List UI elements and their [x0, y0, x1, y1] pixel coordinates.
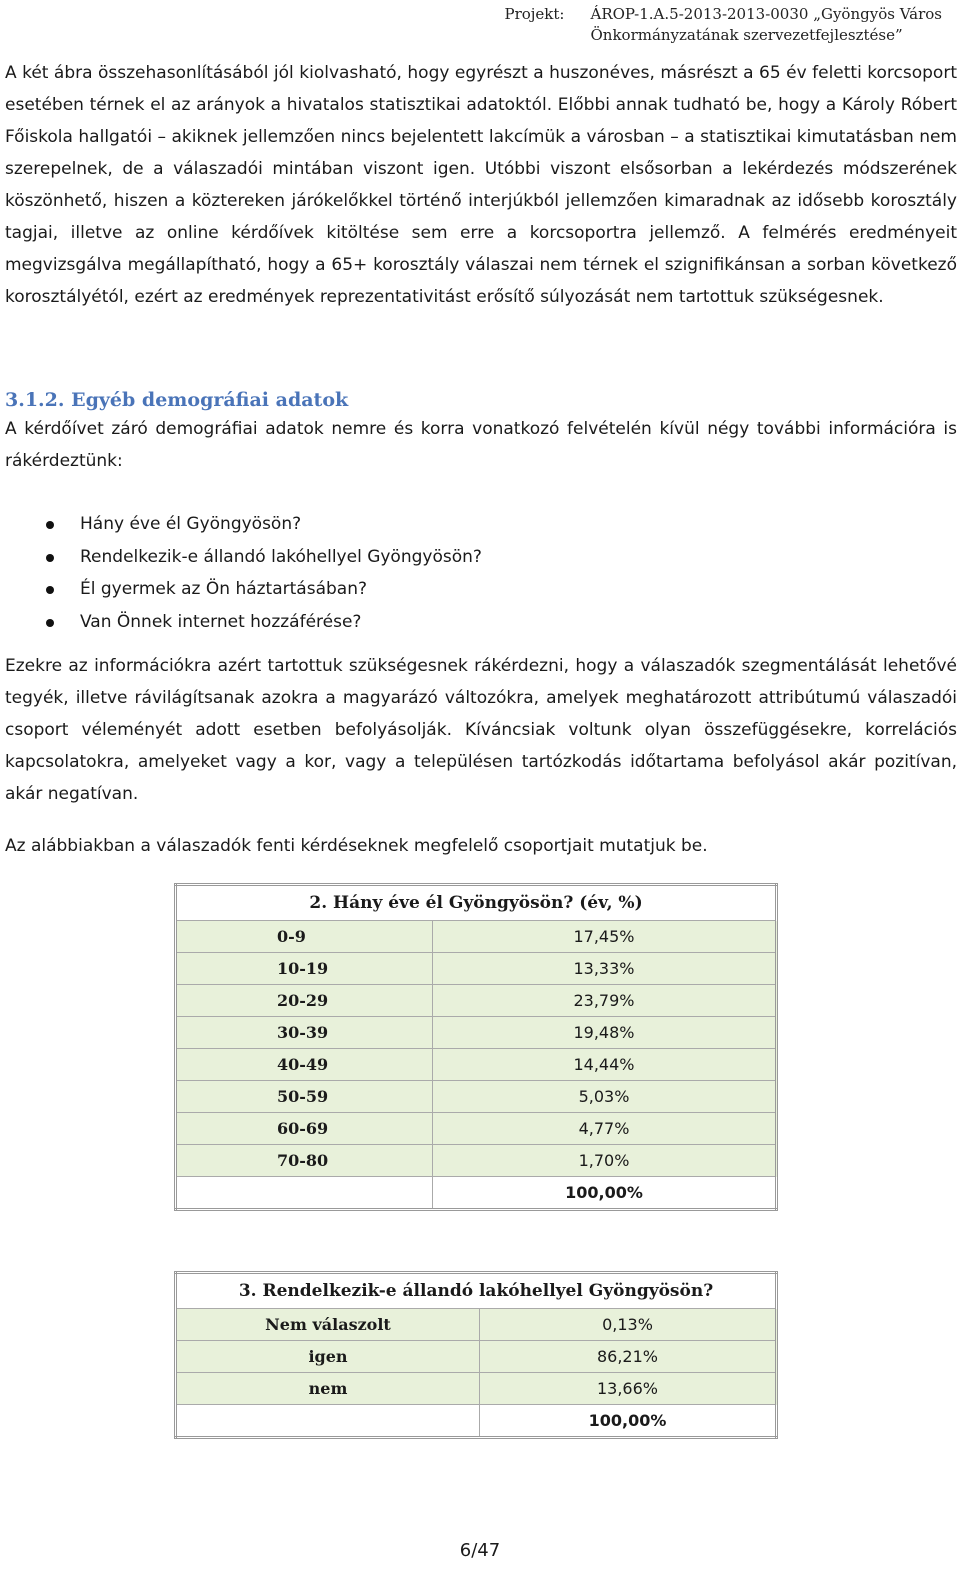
table-row: 0-9 17,45%	[176, 921, 777, 953]
section-heading: 3.1.2. Egyéb demográfiai adatok	[5, 389, 349, 411]
table-row: 10-19 13,33%	[176, 953, 777, 985]
list-item: Van Önnek internet hozzáférése?	[0, 606, 482, 639]
table-row: 60-69 4,77%	[176, 1113, 777, 1145]
table-row: 20-29 23,79%	[176, 985, 777, 1017]
paragraph-reasoning: Ezekre az információkra azért tartottuk szükségesnek rákérdezni, hogy a válaszadók szegmentálását lehetővé tegyék, illetve rávilágítsanak azokra a magyarázó változókra, amelyek meghatározott attribútumú válaszadói csoport véleményét adott esetben befolyásolják. Kíváncsiak voltunk olyan összefüggésekre, korrelációs kapcsolatokra, amelyeket vagy a kor, vagy a településen tartózkodás időtartama befolyásol akár pozitívan, akár negatívan.	[5, 656, 957, 804]
paragraph-comparison: A két ábra összehasonlításából jól kiolvasható, hogy egyrészt a huszonéves, másrészt a 65 év feletti korcsoport esetében térnek el az arányok a hivatalos statisztikai adatoktól. Előbbi annak tudható be, hogy a Károly Róbert Főiskola hallgatói – akiknek jellemzően nincs bejelentett lakcímük a városban – a statisztikai kimutatásban nem szerepelnek, de a válaszadói mintában viszont igen. Utóbbi viszont elsősorban a lekérdezés módszerének köszönhető, hiszen a köztereken járókelőkkel történő interjúkból jellemzően kimaradnak az idősebb korosztály tagjai, illetve az online kérdőívek kitöltése sem erre a korcsoportra jellemző. A felmérés eredményeit megvizsgálva megállapítható, hogy a 65+ korosztály válaszai nem térnek el szignifikánsan a sorban következő korosztályétól, ezért az eredmények reprezentativitást erősítő súlyozását nem tartottuk szükségesnek.	[5, 63, 957, 307]
table-total-row	[176, 1405, 777, 1438]
bullet-icon	[46, 554, 54, 562]
list-item: Él gyermek az Ön háztartásában?	[0, 573, 482, 606]
header-project-line1: ÁROP-1.A.5-2013-2013-0030 „Gyöngyös Város	[590, 5, 942, 23]
table-row: 70-80 1,70%	[176, 1145, 777, 1177]
list-item: Hány éve él Gyöngyösön?	[0, 508, 482, 541]
table-years-in-gyongyos	[174, 883, 778, 1211]
question-list	[0, 508, 482, 638]
table-total-row	[176, 1177, 777, 1210]
table-title: 3. Rendelkezik-e állandó lakóhellyel Gyöngyösön?	[176, 1273, 777, 1309]
table-title: 2. Hány éve él Gyöngyösön? (év, %)	[176, 885, 777, 921]
table-row: igen 86,21%	[176, 1341, 777, 1373]
list-item: Rendelkezik-e állandó lakóhellyel Gyöngyösön?	[0, 541, 482, 574]
paragraph-intro: A kérdőívet záró demográfiai adatok nemre és korra vonatkozó felvételén kívül négy további információra is rákérdeztünk:	[5, 419, 957, 471]
table-row: 50-59 5,03%	[176, 1081, 777, 1113]
bullet-icon	[46, 521, 54, 529]
bullet-icon	[46, 586, 54, 594]
page-header	[504, 4, 942, 46]
table-total: 100,00%	[480, 1405, 777, 1438]
table-permanent-residence	[174, 1271, 778, 1439]
bullet-icon	[46, 619, 54, 627]
header-project-line2: Önkormányzatának szervezetfejlesztése”	[590, 26, 903, 44]
table-row: 30-39 19,48%	[176, 1017, 777, 1049]
table-row: nem 13,66%	[176, 1373, 777, 1405]
table-row: Nem válaszolt 0,13%	[176, 1309, 777, 1341]
page-number: 6/47	[459, 1540, 501, 1561]
table-total: 100,00%	[433, 1177, 777, 1210]
paragraph-groups: Az alábbiakban a válaszadók fenti kérdéseknek megfelelő csoportjait mutatjuk be.	[5, 836, 708, 856]
table-row: 40-49 14,44%	[176, 1049, 777, 1081]
header-project-label: Projekt:	[504, 5, 565, 23]
